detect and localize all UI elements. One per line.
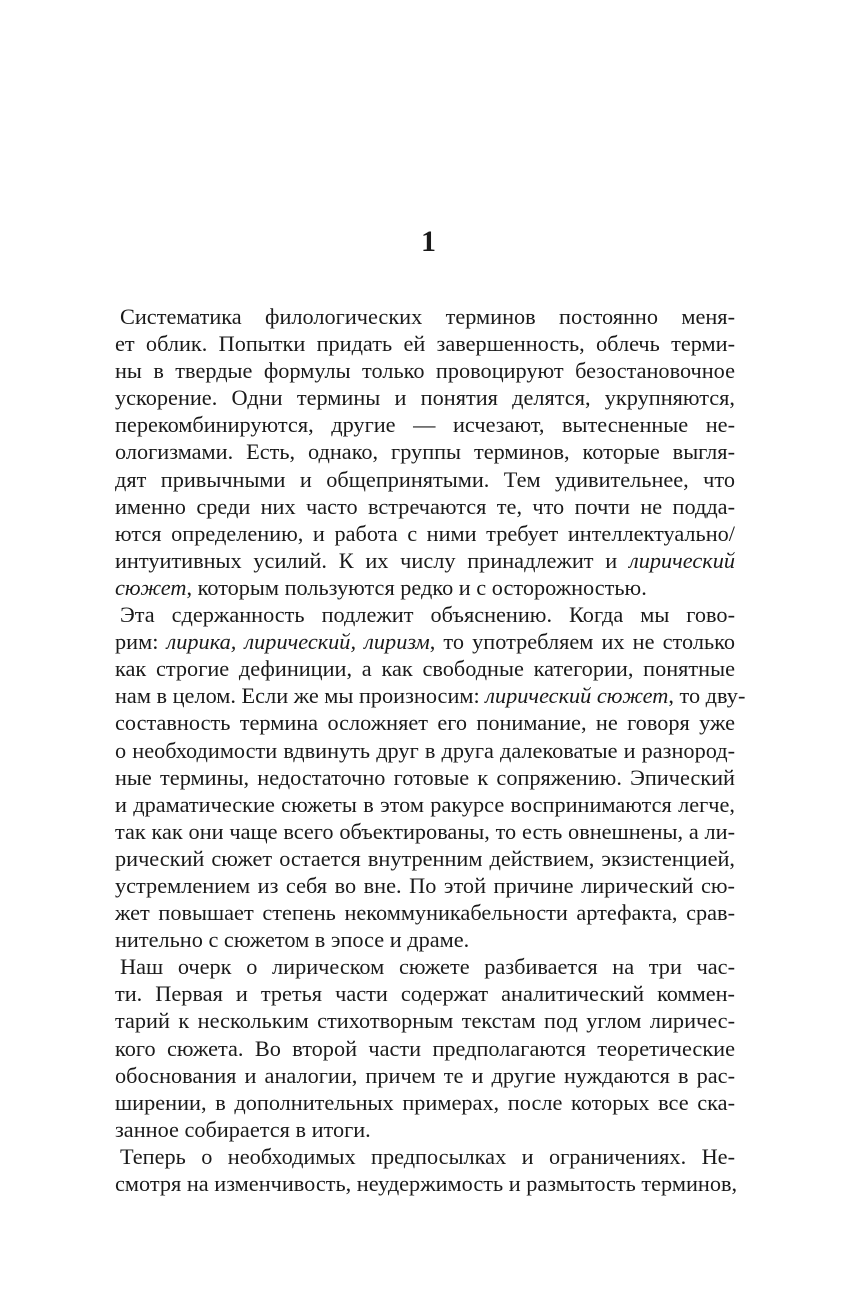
text-run: Систематика филологических терминов постоянно меня- xyxy=(120,304,735,329)
text-line xyxy=(115,411,735,438)
text-line xyxy=(115,1007,735,1034)
italic-term: лирика, лирический, лиризм xyxy=(166,629,430,655)
text-run: Теперь о необходимых предпосылках и ограничениях. Не- xyxy=(120,1143,735,1169)
text-run: Наш очерк о лирическом сюжете разбивается на три час- xyxy=(120,954,735,980)
text-run: ширении, в дополнительных примерах, после которых все ска- xyxy=(115,1089,735,1115)
text-line xyxy=(115,547,735,574)
text-line xyxy=(115,980,735,1007)
text-line xyxy=(115,628,735,655)
text-line xyxy=(115,709,735,736)
text-line xyxy=(115,520,735,547)
italic-term: сюжет xyxy=(115,574,187,600)
text-line xyxy=(115,872,735,899)
text-run: нительно с сюжетом в эпосе и драме. xyxy=(115,927,470,953)
paragraph xyxy=(115,1143,738,1197)
text-run: перекомбинируются, другие — исчезают, вытесненные не- xyxy=(115,412,735,438)
text-run: именно среди них часто встречаются те, что почти не подда- xyxy=(115,493,735,519)
text-line xyxy=(115,384,735,411)
text-line xyxy=(115,953,735,980)
text-line xyxy=(115,791,735,818)
text-line xyxy=(115,330,735,357)
text-line xyxy=(115,1116,735,1143)
text-line xyxy=(115,1170,738,1197)
text-line xyxy=(115,493,735,520)
text-run: ет облик. Попытки придать ей завершенность, облечь терми- xyxy=(115,331,735,357)
text-run: ологизмами. Есть, однако, группы терминов, которые выгля- xyxy=(115,439,735,465)
text-run: кого сюжета. Во второй части предполагаются теоретические xyxy=(115,1035,735,1061)
italic-term: лирический xyxy=(628,547,735,573)
text-line xyxy=(115,303,735,330)
text-run: обоснования и аналогии, причем те и другие нуждаются в рас- xyxy=(115,1062,735,1088)
text-line xyxy=(115,466,735,493)
text-run: , то употребляем их не столько xyxy=(429,629,735,655)
text-run: ные термины, недостаточно готовые к сопряжению. Эпический xyxy=(115,764,735,790)
text-run: смотря на изменчивость, неудержимость и размытость терминов, xyxy=(115,1171,738,1196)
paragraph xyxy=(115,953,735,1143)
text-run: рический сюжет остается внутренним действием, экзистенцией, xyxy=(115,845,735,871)
text-run: так как они чаще всего объектированы, то есть овнешнены, а ли- xyxy=(115,818,735,844)
text-line xyxy=(115,574,735,601)
paragraph xyxy=(115,303,735,601)
text-run: рим: xyxy=(115,629,167,655)
text-run: нам в целом. Если же мы произносим: xyxy=(115,683,486,709)
text-run: , которым пользуются редко и с осторожностью. xyxy=(186,574,647,600)
text-line xyxy=(115,1089,735,1116)
text-line xyxy=(115,438,735,465)
text-run: составность термина осложняет его понимание, не говоря уже xyxy=(115,710,735,736)
text-run: интуитивных усилий. К их числу принадлежит и xyxy=(115,547,629,573)
text-line xyxy=(115,845,735,872)
body-text xyxy=(115,303,746,1197)
text-run: ускорение. Одни термины и понятия делятся, укрупняются, xyxy=(115,385,735,411)
text-line xyxy=(115,737,735,764)
text-run: ти. Первая и третья части содержат аналитический коммен- xyxy=(115,981,735,1007)
text-line xyxy=(115,682,746,709)
text-run: занное собирается в итоги. xyxy=(115,1116,371,1142)
text-line xyxy=(115,357,735,384)
text-line xyxy=(115,764,735,791)
text-run: о необходимости вдвинуть друг в друга далековатые и разнород- xyxy=(115,737,735,763)
text-run: Эта сдержанность подлежит объяснению. Когда мы гово- xyxy=(120,602,735,628)
text-run: жет повышает степень некоммуникабельности артефакта, срав- xyxy=(115,900,735,926)
text-line xyxy=(115,926,735,953)
text-line xyxy=(115,818,735,845)
text-line xyxy=(115,1062,735,1089)
text-run: дят привычными и общепринятыми. Тем удивительнее, что xyxy=(115,466,735,492)
text-line xyxy=(115,655,735,682)
text-run: и драматические сюжеты в этом ракурсе воспринимаются легче, xyxy=(115,791,735,817)
paragraph xyxy=(115,601,746,953)
text-run: ются определению, и работа с ними требует интеллектуально/ xyxy=(115,520,735,546)
chapter-number: 1 xyxy=(421,225,436,258)
text-line xyxy=(115,1143,735,1170)
text-run: , то дву- xyxy=(668,683,746,709)
text-run: ны в твердые формулы только провоцируют безостановочное xyxy=(115,358,735,384)
text-run: тарий к нескольким стихотворным текстам под углом лиричес- xyxy=(115,1008,735,1034)
text-run: устремлением из себя во вне. По этой причине лирический сю- xyxy=(115,872,735,898)
text-run: как строгие дефиниции, а как свободные категории, понятные xyxy=(115,656,735,682)
text-line xyxy=(115,899,735,926)
text-line xyxy=(115,601,735,628)
text-line xyxy=(115,1035,735,1062)
italic-term: лирический сюжет xyxy=(485,683,669,709)
